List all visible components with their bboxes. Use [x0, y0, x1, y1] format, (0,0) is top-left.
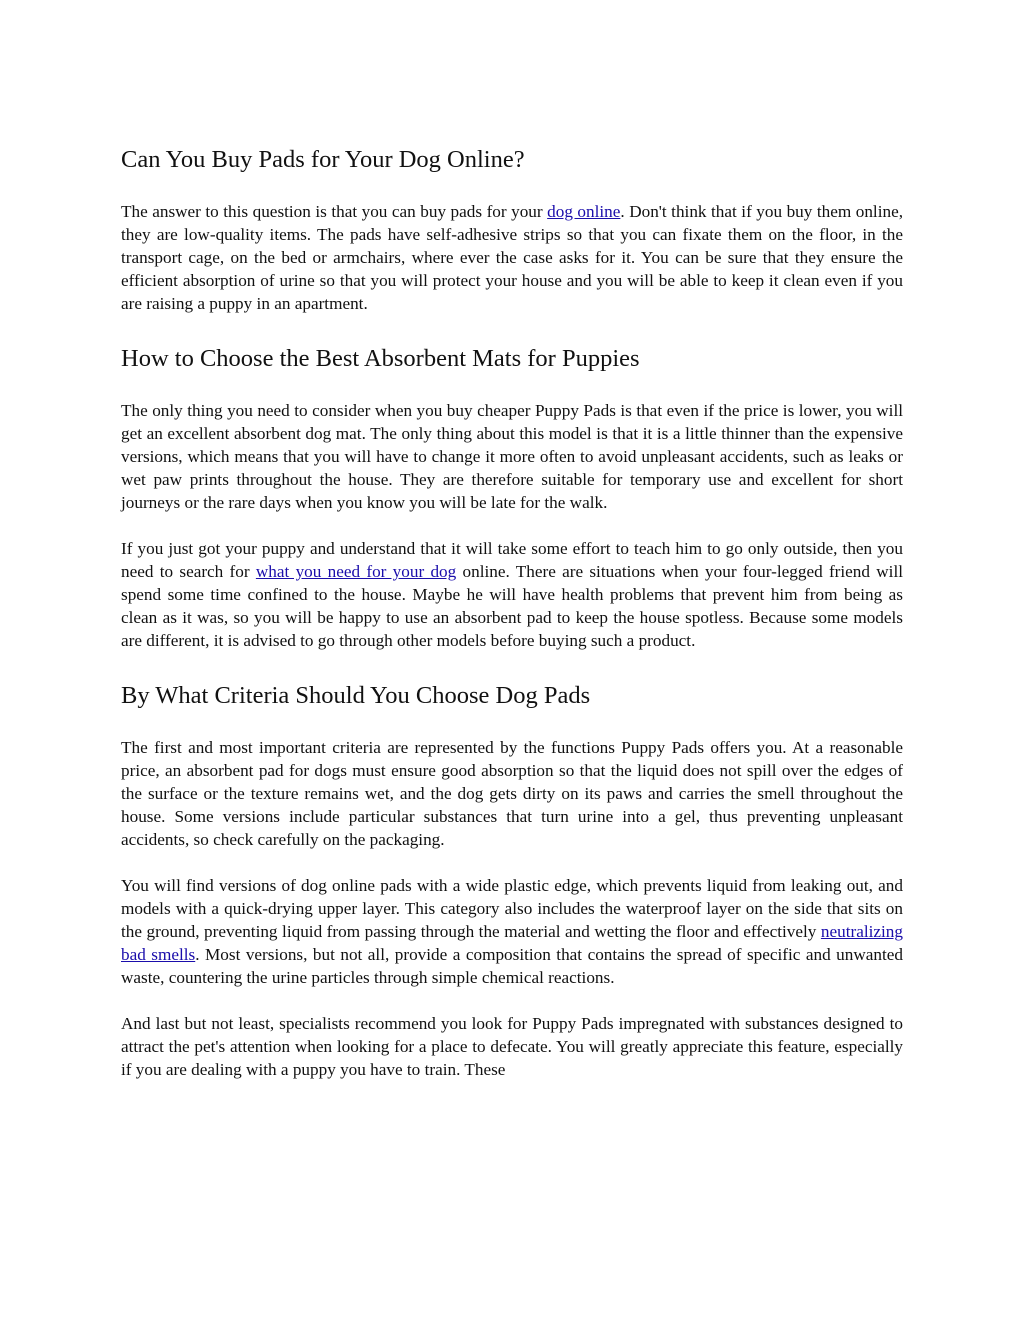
paragraph-attractant: And last but not least, specialists recommend you look for Puppy Pads impregnated with substances designed to attract the pet's attention when looking for a place to defecate. You will greatly appreciate this feature, especially if you are dealing with a puppy you have to train. These — [121, 1014, 903, 1079]
paragraph-new-puppy — [121, 537, 903, 652]
paragraph-cheaper-pads: The only thing you need to consider when you buy cheaper Puppy Pads is that even if the price is lower, you will get an excellent absorbent dog mat. The only thing about this model is that it is a little thinner than the expensive versions, which means that you will have to change it more often to avoid unpleasant accidents, such as leaks or wet paw prints throughout the house. They are therefore suitable for temporary use and excellent for short journeys or the rare days when you know you will be late for the walk. — [121, 401, 903, 512]
document-page — [121, 144, 903, 1081]
neutralizing-smells-link[interactable]: neutralizing bad smells — [121, 922, 903, 964]
paragraph-text: If you just got your puppy and understand that it will take some effort to teach him to go only outside, then you need to search for — [121, 539, 903, 581]
paragraph-text: The answer to this question is that you can buy pads for your — [121, 202, 548, 221]
what-you-need-link[interactable]: what you need for your dog — [255, 562, 457, 581]
paragraph-plastic-edge — [121, 874, 903, 989]
paragraph-text: online. There are situations when your four-legged friend will spend some time confined to the house. Maybe he will have health problems that prevent him from being as clean as it was, so you will be happy to use an absorbent pad to keep the house spotless. Because some models are different, it is advised to go through other models before buying such a product. — [121, 562, 903, 650]
paragraph-text: . Most versions, but not all, provide a composition that contains the spread of specific and unwanted waste, countering the urine particles through simple chemical reactions. — [121, 945, 903, 987]
paragraph-buy-online — [121, 200, 903, 315]
section-heading-choose-mats: How to Choose the Best Absorbent Mats for Puppies — [121, 345, 640, 372]
dog-online-link[interactable]: dog online — [547, 202, 621, 221]
paragraph-text: You will find versions of dog online pads with a wide plastic edge, which prevents liquid from leaking out, and models with a quick-drying upper layer. This category also includes the waterproof layer on the side that sits on the ground, preventing liquid from passing through the material and wetting the floor and effectively — [121, 876, 903, 941]
paragraph-text: . Don't think that if you buy them online, they are low-quality items. The pads have self-adhesive strips so that you can fixate them on the floor, in the transport cage, on the bed or armchairs, where ever the case asks for it. You can be sure that they ensure the efficient absorption of urine so that you will protect your house and you will be able to keep it clean even if you are raising a puppy in an apartment. — [121, 202, 904, 313]
paragraph-functions: The first and most important criteria are represented by the functions Puppy Pads offers you. At a reasonable price, an absorbent pad for dogs must ensure good absorption so that the liquid does not spill over the edges of the surface or the texture remains wet, and the dog gets dirty on its paws and carries the smell throughout the house. Some versions include particular substances that turn urine into a gel, thus preventing unpleasant accidents, so check carefully on the packaging. — [121, 738, 903, 849]
section-heading-criteria: By What Criteria Should You Choose Dog Pads — [121, 682, 591, 709]
section-heading-buy-online: Can You Buy Pads for Your Dog Online? — [121, 146, 525, 173]
